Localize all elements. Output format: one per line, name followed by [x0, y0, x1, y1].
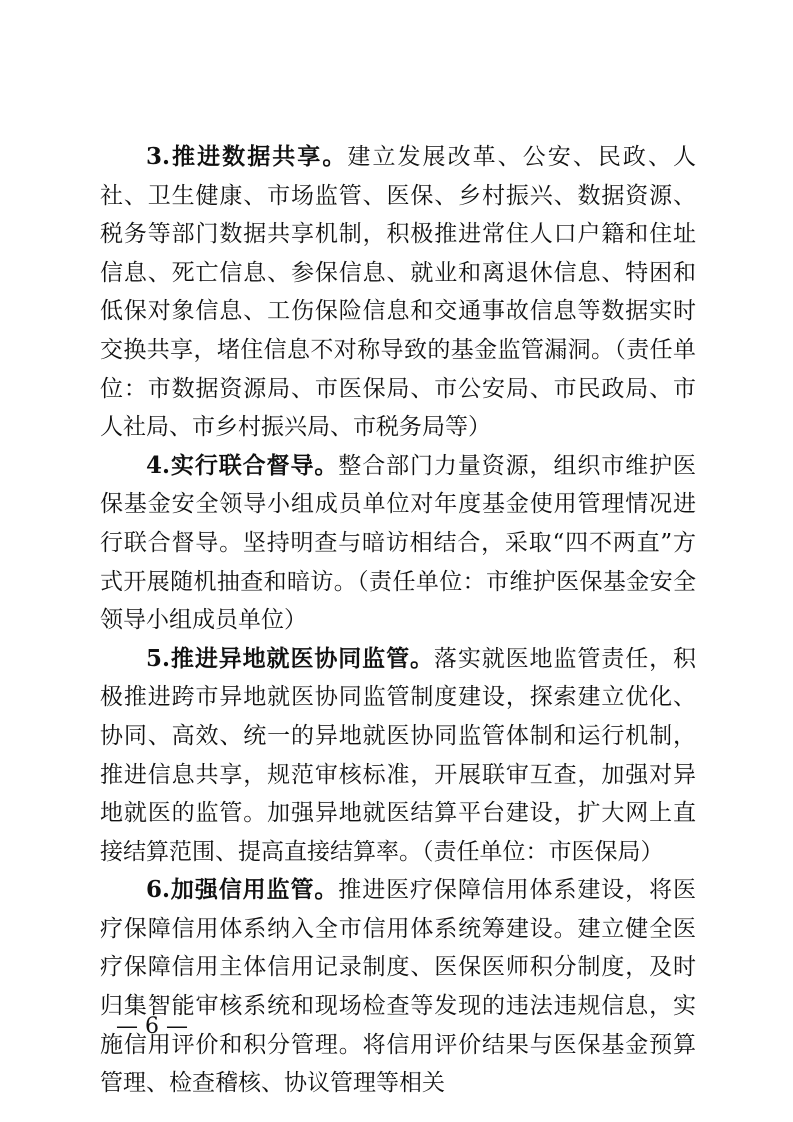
paragraph-text: 建立发展改革、公安、民政、人社、卫生健康、市场监管、医保、乡村振兴、数据资源、税务等部门数据共享机制，积极推进常住人口户籍和住址信息、死亡信息、参保信息、就业和离退休信息、特困和低保对象信息、工伤保险信息和交通事故信息等数据实时交换共享，堵住信息不对称导致的基金监管漏洞。（责任单位：市数据资源局、市医保局、市公安局、市民政局、市人社局、市乡村振兴局、市税务局等）	[100, 144, 696, 441]
paragraph-cross-region-supervision	[100, 640, 696, 872]
paragraph-heading: 4.实行联合督导。	[146, 451, 339, 479]
paragraph-heading: 3.推进数据共享。	[146, 143, 348, 170]
paragraph-heading: 5.推进异地就医协同监管。	[146, 644, 434, 672]
paragraph-data-sharing	[100, 138, 696, 447]
paragraph-joint-supervision	[100, 447, 696, 640]
document-body	[100, 138, 696, 1103]
paragraph-text: 整合部门力量资源，组织市维护医保基金安全领导小组成员单位对年度基金使用管理情况进行联合督导。坚持明查与暗访相结合，采取“四不两直”方式开展随机抽查和暗访。（责任单位：市维护医保基金安全领导小组成员单位）	[100, 452, 696, 634]
paragraph-heading: 6.加强信用监管。	[146, 876, 339, 904]
page-number: — 6 —	[116, 1014, 188, 1039]
paragraph-credit-supervision	[100, 871, 696, 1103]
paragraph-text: 落实就医地监管责任，积极推进跨市异地就医协同监管制度建设，探索建立优化、协同、高效、统一的异地就医协同监管体制和运行机制，推进信息共享，规范审核标准，开展联审互查，加强对异地就医的监管。加强异地就医结算平台建设，扩大网上直接结算范围、提高直接结算率。（责任单位：市医保局）	[100, 645, 697, 865]
paragraph-text: 推进医疗保障信用体系建设，将医疗保障信用体系纳入全市信用体系统筹建设。建立健全医疗保障信用主体信用记录制度、医保医师积分制度，及时归集智能审核系统和现场检查等发现的违法违规信息，实施信用评价和积分管理。将信用评价结果与医保基金预算管理、检查稽核、协议管理等相关	[100, 877, 696, 1097]
